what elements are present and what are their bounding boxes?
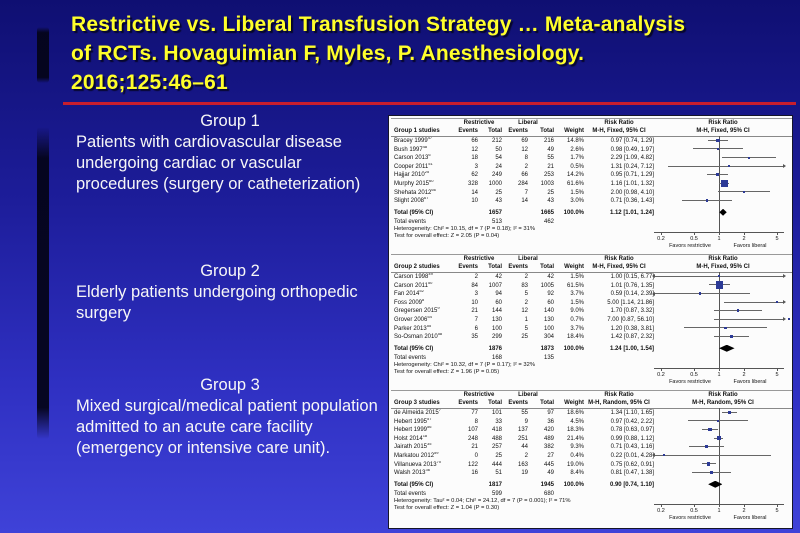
total-events-row: Total events 168 135	[394, 354, 554, 361]
study-name: Hajjar 2010$^{25}$	[394, 171, 430, 179]
group-2-body: Elderly patients undergoing orthopedic surgery	[76, 283, 358, 322]
total-row: Total (95% CI) 1657 1665 100.0% 1.12 [1.01, 1.24]	[394, 209, 654, 216]
study-name: Hebert 1995$^{57}$	[394, 417, 432, 425]
ci-line	[714, 319, 783, 320]
study-ci-text: 0.59 [0.14, 2.39]	[610, 291, 654, 298]
study-ci-text: 2.00 [0.98, 4.10]	[610, 189, 654, 196]
effect-square	[717, 436, 721, 440]
ci-arrow-left	[652, 453, 655, 457]
study-row: Holst 2014$^{18}$ 248 488 251 489 21.4% 0.99 [0.88, 1.12]	[391, 435, 792, 444]
effect-square	[721, 180, 729, 188]
study-name: So-Osman 2010$^{58}$	[394, 333, 443, 341]
effect-square	[699, 292, 701, 294]
group-2-heading: Group 2	[200, 262, 260, 280]
study-ci-text: 0.97 [0.74, 1.29]	[610, 138, 654, 144]
axis-tick-label: 0.2	[657, 236, 665, 242]
study-row: Jairath 2015$^{35}$ 21 257 44 382 9.3% 0.71 [0.43, 1.16]	[391, 443, 792, 452]
axis-tick	[694, 504, 695, 507]
group-studies-label: Group 2 studies	[394, 264, 440, 270]
effect-square	[710, 471, 713, 474]
group-studies-label: Group 1 studies	[394, 128, 440, 134]
liberal-col-header: Liberal	[518, 256, 538, 262]
effect-square	[718, 275, 720, 277]
total-events-row: Total events 513 462	[394, 218, 554, 225]
forest-header-row-2: Group 1 studies Events Total Events Total Weight M-H, Fixed, 95% CI M-H, Fixed, 95% CI	[391, 127, 792, 137]
ci-arrow-right	[783, 164, 786, 168]
forest-plot-group-1	[391, 118, 792, 254]
axis-tick	[777, 368, 778, 371]
effect-square	[724, 327, 726, 329]
ci-arrow-right	[783, 317, 786, 321]
axis-tick-label: 2	[742, 372, 746, 378]
study-row: Carson 1998$^{49}$ 2 42 2 42 1.5% 1.00 [0.15, 6.77]	[391, 273, 792, 282]
study-name: de Almeida 2015$^7$	[394, 409, 441, 416]
effect-square	[737, 309, 740, 312]
effect-square	[730, 335, 734, 339]
restrictive-col-header: Restrictive	[463, 392, 495, 398]
effect-square	[728, 411, 732, 415]
title-line-1: Restrictive vs. Liberal Transfusion Strategy … Meta-analysis	[71, 13, 686, 36]
forest-plot-group-3	[391, 390, 792, 526]
axis-tick	[744, 504, 745, 507]
ci-line	[668, 166, 783, 167]
study-row: Walsh 2013$^{36}$ 16 51 19 49 8.4% 0.81 [0.47, 1.38]	[391, 469, 792, 478]
heterogeneity-row: Heterogeneity: Chi² = 10.15, df = 7 (P = 0.18); I² = 31%	[394, 225, 536, 232]
group-2-description	[76, 261, 384, 324]
study-row: Cooper 2011$^{51}$ 3 24 2 21 0.5% 1.31 [0.24, 7.12]	[391, 163, 792, 172]
axis-tick	[661, 232, 662, 235]
group-1-heading: Group 1	[200, 112, 260, 130]
study-name: Foss 2009$^8$	[394, 298, 425, 306]
group-3-body: Mixed surgical/medical patient population admitted to an acute care facility (emergency or intensive care unit).	[76, 397, 378, 457]
study-row: Bracey 1999$^{47}$ 66 212 69 216 14.8% 0.97 [0.74, 1.29]	[391, 137, 792, 146]
study-ci-text: 1.01 [0.76, 1.35]	[610, 282, 654, 289]
effect-square	[708, 428, 712, 432]
title-line-2: of RCTs. Hovaguimian F, Myles, P. Anesthesiology.	[71, 42, 585, 65]
axis-tick	[661, 368, 662, 371]
study-name: Murphy 2015$^{60}$	[394, 179, 434, 187]
overall-effect-row: Test for overall effect: Z = 2.05 (P = 0.04)	[394, 232, 500, 239]
total-diamond	[708, 481, 722, 488]
study-ci-text: 0.22 [0.01, 4.28]	[610, 452, 654, 459]
axis-tick	[694, 232, 695, 235]
risk-ratio-text-header: Risk Ratio	[604, 392, 634, 398]
study-ci-text: 0.95 [0.71, 1.29]	[610, 172, 654, 179]
study-name: Parker 2013$^{55}$	[394, 324, 432, 332]
forest-plot-area	[651, 255, 789, 390]
total-ci-text: 1.24 [1.00, 1.54]	[609, 345, 654, 352]
study-ci-text: 1.16 [1.01, 1.32]	[610, 180, 654, 187]
study-ci-text: 5.00 [1.14, 21.86]	[607, 299, 654, 306]
study-ci-text: 1.20 [0.38, 3.81]	[610, 325, 654, 332]
axis-tick	[744, 368, 745, 371]
axis-tick	[719, 232, 720, 235]
overall-effect-row: Test for overall effect: Z = 1.04 (P = 0.30)	[394, 504, 500, 511]
study-ci-text: 0.75 [0.62, 0.91]	[610, 461, 654, 468]
liberal-col-header: Liberal	[518, 120, 538, 126]
effect-square	[776, 301, 778, 303]
axis-tick-label: 5	[775, 508, 779, 514]
study-ci-text: 1.34 [1.10, 1.65]	[610, 410, 654, 416]
study-row: Gregersen 2015$^9$ 21 144 12 140 9.0% 1.70 [0.87, 3.32]	[391, 307, 792, 316]
study-row: Carson 2013$^6$ 18 54 8 55 1.7% 2.29 [1.09, 4.82]	[391, 154, 792, 163]
axis-tick-label: 0.5	[690, 508, 698, 514]
forest-header-row-2: Group 2 studies Events Total Events Total Weight M-H, Fixed, 95% CI M-H, Fixed, 95% CI	[391, 263, 792, 273]
liberal-col-header: Liberal	[518, 392, 538, 398]
forest-plot-group-2	[391, 254, 792, 390]
total-row: Total (95% CI) 1876 1873 100.0% 1.24 [1.00, 1.54]	[394, 345, 654, 352]
heterogeneity-row: Heterogeneity: Tau² = 0.04; Chi² = 24.12, df = 7 (P = 0.001); I² = 71%	[394, 497, 571, 504]
effect-square	[707, 462, 711, 466]
favors-left-label: Favors restrictive	[669, 379, 711, 385]
axis-tick-label: 1	[717, 236, 721, 242]
axis-tick-label: 5	[775, 372, 779, 378]
study-ci-text: 0.78 [0.63, 0.97]	[610, 427, 654, 434]
study-ci-text: 1.70 [0.87, 3.32]	[610, 308, 654, 315]
study-ci-text: 1.42 [0.87, 2.32]	[610, 334, 654, 341]
study-row: Slight 2008$^{67}$ 10 43 14 43 3.0% 0.71 [0.36, 1.43]	[391, 197, 792, 206]
study-row: Markatou 2012$^{59}$ 0 25 2 27 0.4% 0.22 [0.01, 4.28]	[391, 452, 792, 461]
effect-square	[705, 445, 708, 448]
effect-square	[716, 139, 719, 142]
study-row: Hajjar 2010$^{25}$ 62 249 66 253 14.2% 0.95 [0.71, 1.29]	[391, 171, 792, 180]
study-name: Shehata 2012$^{66}$	[394, 188, 436, 196]
study-row: Shehata 2012$^{66}$ 14 25 7 25 1.5% 2.00 [0.98, 4.10]	[391, 189, 792, 198]
study-name: Slight 2008$^{67}$	[394, 197, 429, 205]
study-name: Carson 1998$^{49}$	[394, 273, 433, 280]
study-name: Grover 2006$^{54}$	[394, 315, 432, 323]
favors-left-label: Favors restrictive	[669, 515, 711, 521]
ci-arrow-right	[783, 274, 786, 278]
axis-tick-label: 5	[775, 236, 779, 242]
ci-line	[724, 302, 783, 303]
risk-ratio-text-header: Risk Ratio	[604, 256, 634, 262]
total-events-row: Total events 599 680	[394, 490, 554, 497]
total-ci-text: 0.90 [0.74, 1.10]	[609, 481, 654, 488]
risk-ratio-plot-header: Risk Ratio	[708, 256, 738, 262]
study-name: Walsh 2013$^{36}$	[394, 469, 430, 477]
favors-right-label: Favors liberal	[733, 515, 767, 521]
favors-right-label: Favors liberal	[733, 243, 767, 249]
study-ci-text: 0.81 [0.47, 1.38]	[610, 470, 654, 477]
study-row: Hebert 1999$^{56}$ 107 418 137 420 18.3% 0.78 [0.63, 0.97]	[391, 426, 792, 435]
study-row: Bush 1997$^{48}$ 12 50 12 49 2.6% 0.98 [0.49, 1.97]	[391, 146, 792, 155]
title-line-3: 2016;125:46–61	[71, 71, 228, 94]
study-name: Gregersen 2015$^9$	[394, 307, 440, 315]
heterogeneity-row: Heterogeneity: Chi² = 10.32, df = 7 (P = 0.17); I² = 32%	[394, 361, 536, 368]
effect-square	[717, 148, 719, 150]
risk-ratio-text-header: Risk Ratio	[604, 120, 634, 126]
study-name: Villanueva 2013$^{70}$	[394, 460, 442, 468]
study-row: Fan 2014$^{52}$ 3 94 5 92 3.7% 0.59 [0.14, 2.39]	[391, 290, 792, 299]
effect-square	[728, 165, 730, 167]
study-name: Carson 2013$^6$	[394, 154, 431, 162]
group-3-heading: Group 3	[200, 376, 260, 394]
study-row: Carson 2011$^{50}$ 84 1007 83 1005 61.5% 1.01 [0.76, 1.35]	[391, 282, 792, 291]
overall-effect-row: Test for overall effect: Z = 1.96 (P = 0.05)	[394, 368, 500, 375]
axis-tick-label: 0.2	[657, 372, 665, 378]
study-ci-text: 2.29 [1.09, 4.82]	[610, 155, 654, 162]
axis-tick-label: 1	[717, 372, 721, 378]
axis-tick	[719, 504, 720, 507]
title-underline	[63, 102, 796, 105]
forest-header-row-2: Group 3 studies Events Total Events Total Weight M-H, Random, 95% CI M-H, Random, 95% CI	[391, 399, 792, 409]
effect-square	[717, 420, 719, 422]
risk-ratio-plot-header: Risk Ratio	[708, 120, 738, 126]
study-ci-text: 0.71 [0.36, 1.43]	[610, 198, 654, 205]
no-effect-line	[719, 408, 720, 504]
effect-square	[716, 281, 724, 289]
total-diamond	[719, 209, 726, 216]
axis-tick	[661, 504, 662, 507]
study-name: Jairath 2015$^{35}$	[394, 443, 432, 451]
axis-tick-label: 1	[717, 508, 721, 514]
total-ci-text: 1.12 [1.01, 1.24]	[609, 209, 654, 216]
axis-tick	[777, 504, 778, 507]
study-ci-text: 7.00 [0.87, 56.10]	[607, 316, 654, 323]
ci-line	[655, 293, 750, 294]
study-row: de Almeida 2015$^7$ 77 101 55 97 18.6% 1.34 [1.10, 1.65]	[391, 409, 792, 418]
group-studies-label: Group 3 studies	[394, 400, 440, 406]
total-row: Total (95% CI) 1817 1945 100.0% 0.90 [0.74, 1.10]	[394, 481, 654, 488]
ci-arrow-left	[652, 274, 655, 278]
axis-tick	[777, 232, 778, 235]
restrictive-col-header: Restrictive	[463, 120, 495, 126]
study-name: Hebert 1999$^{56}$	[394, 426, 432, 434]
study-ci-text: 1.00 [0.15, 6.77]	[610, 274, 654, 280]
axis-tick-label: 0.5	[690, 372, 698, 378]
study-ci-text: 0.97 [0.42, 2.22]	[610, 418, 654, 425]
study-ci-text: 0.98 [0.49, 1.97]	[610, 146, 654, 153]
study-name: Cooper 2011$^{51}$	[394, 162, 433, 170]
study-row: Foss 2009$^8$ 10 60 2 60 1.5% 5.00 [1.14, 21.86]	[391, 299, 792, 308]
accent-bar-main	[37, 127, 49, 439]
study-row: So-Osman 2010$^{58}$ 35 299 25 304 18.4% 1.42 [0.87, 2.32]	[391, 333, 792, 342]
effect-square	[743, 191, 745, 193]
axis-tick	[744, 232, 745, 235]
favors-left-label: Favors restrictive	[669, 243, 711, 249]
effect-square	[716, 173, 719, 176]
study-name: Fan 2014$^{52}$	[394, 290, 424, 298]
study-row: Murphy 2015$^{60}$ 328 1000 284 1003 61.6% 1.16 [1.01, 1.32]	[391, 180, 792, 189]
ci-arrow-left	[652, 292, 655, 296]
axis-tick-label: 0.2	[657, 508, 665, 514]
effect-square	[663, 454, 665, 456]
study-row: Grover 2006$^{54}$ 7 130 1 130 0.7% 7.00 [0.87, 56.10]	[391, 316, 792, 325]
study-name: Bush 1997$^{48}$	[394, 145, 428, 153]
study-name: Carson 2011$^{50}$	[394, 281, 433, 289]
axis-tick-label: 2	[742, 508, 746, 514]
slide-title	[71, 10, 795, 97]
favors-right-label: Favors liberal	[733, 379, 767, 385]
study-name: Holst 2014$^{18}$	[394, 434, 428, 442]
study-row: Hebert 1995$^{57}$ 8 33 9 36 4.5% 0.97 [0.42, 2.22]	[391, 418, 792, 427]
axis-tick-label: 0.5	[690, 236, 698, 242]
ci-arrow-right	[783, 300, 786, 304]
group-1-description	[76, 111, 384, 195]
ci-line	[655, 455, 771, 456]
study-ci-text: 0.99 [0.88, 1.12]	[610, 435, 654, 442]
effect-square	[788, 318, 790, 320]
group-3-description	[76, 375, 384, 459]
effect-square	[706, 199, 708, 201]
axis-tick	[694, 368, 695, 371]
study-name: Bracey 1999$^{47}$	[394, 137, 433, 144]
total-diamond	[719, 345, 735, 352]
study-row: Villanueva 2013$^{70}$ 122 444 163 445 19.0% 0.75 [0.62, 0.91]	[391, 461, 792, 470]
study-ci-text: 1.31 [0.24, 7.12]	[610, 163, 654, 170]
study-ci-text: 0.71 [0.43, 1.16]	[610, 444, 654, 451]
effect-square	[748, 157, 750, 159]
forest-plot-area	[651, 391, 789, 526]
restrictive-col-header: Restrictive	[463, 256, 495, 262]
axis-tick	[719, 368, 720, 371]
risk-ratio-plot-header: Risk Ratio	[708, 392, 738, 398]
group-1-body: Patients with cardiovascular disease undergoing cardiac or vascular procedures (surgery or catheterization)	[76, 133, 361, 193]
study-row: Parker 2013$^{55}$ 6 100 5 100 3.7% 1.20 [0.38, 3.81]	[391, 325, 792, 334]
forest-plot-area	[651, 119, 789, 254]
axis-tick-label: 2	[742, 236, 746, 242]
study-name: Markatou 2012$^{59}$	[394, 451, 439, 459]
forest-plots-panel	[388, 115, 793, 529]
accent-bar-top	[37, 27, 49, 83]
